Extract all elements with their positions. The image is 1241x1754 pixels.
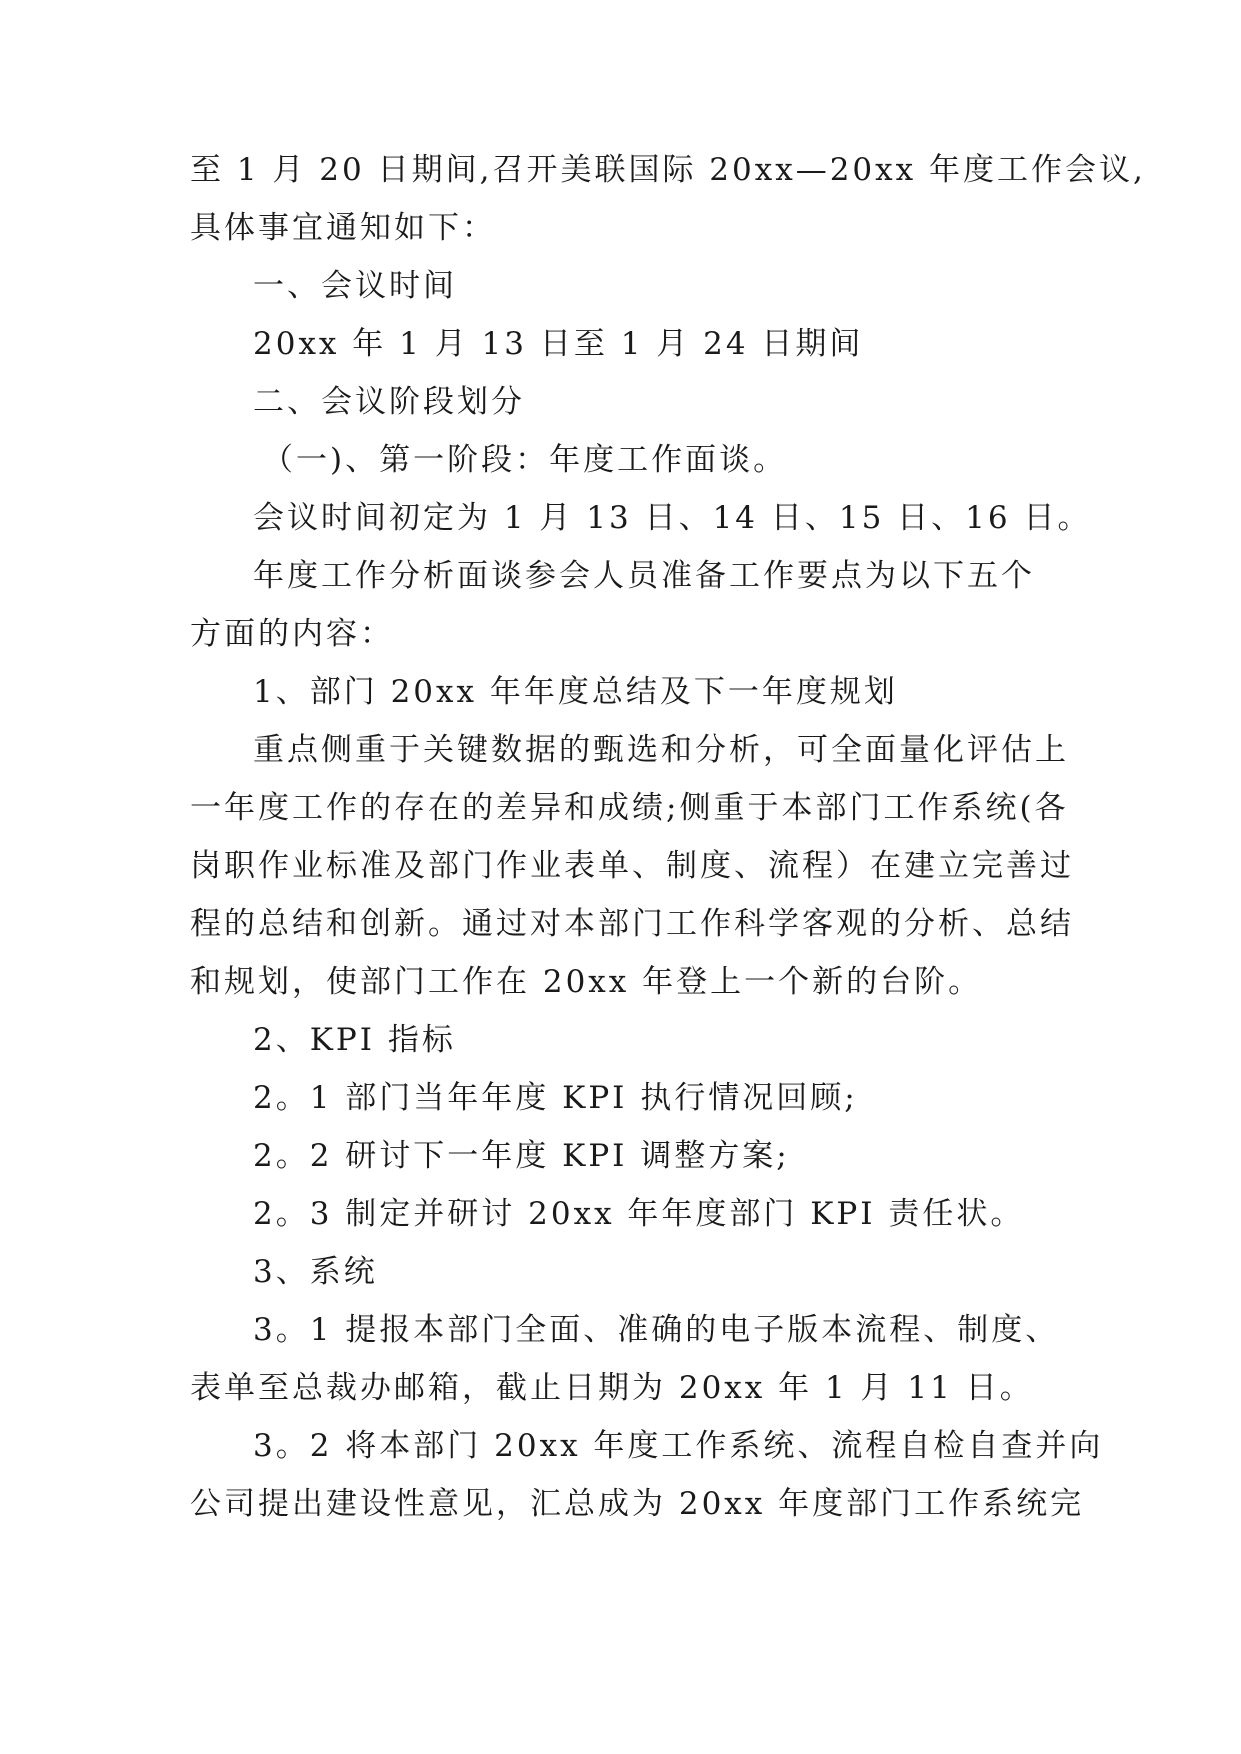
list-item-heading: 2、KPI 指标: [253, 1022, 456, 1058]
body-text-line: 和规划，使部门工作在 20xx 年登上一个新的台阶。: [190, 964, 983, 1000]
list-item: 2。1 部门当年年度 KPI 执行情况回顾;: [253, 1080, 858, 1116]
body-text-line: 年度工作分析面谈参会人员准备工作要点为以下五个: [253, 558, 1035, 594]
body-text-line: 会议时间初定为 1 月 13 日、14 日、15 日、16 日。: [253, 500, 1092, 536]
body-text-line: 方面的内容：: [190, 616, 394, 652]
body-text-line: 公司提出建设性意见，汇总成为 20xx 年度部门工作系统完: [190, 1486, 1085, 1522]
list-item: 3。1 提报本部门全面、准确的电子版本流程、制度、: [253, 1312, 1060, 1348]
list-item: 2。3 制定并研讨 20xx 年年度部门 KPI 责任状。: [253, 1196, 1025, 1232]
body-text-line: 程的总结和创新。通过对本部门工作科学客观的分析、总结: [190, 906, 1074, 942]
body-text-line: 一年度工作的存在的差异和成绩;侧重于本部门工作系统(各: [190, 790, 1069, 826]
section-heading: 二、会议阶段划分: [253, 384, 525, 420]
list-item-heading: 3、系统: [253, 1254, 378, 1290]
list-item: 2。2 研讨下一年度 KPI 调整方案;: [253, 1138, 790, 1174]
body-text-line: 岗职作业标准及部门作业表单、制度、流程）在建立完善过: [190, 848, 1074, 884]
body-text-line: 20xx 年 1 月 13 日至 1 月 24 日期间: [253, 326, 864, 362]
list-item-heading: 1、部门 20xx 年年度总结及下一年度规划: [253, 674, 898, 710]
body-text-line: 重点侧重于关键数据的甄选和分析，可全面量化评估上: [253, 732, 1069, 768]
body-text-line: 具体事宜通知如下：: [190, 210, 496, 246]
body-text-line: 至 1 月 20 日期间,召开美联国际 20xx—20xx 年度工作会议,: [190, 152, 1146, 188]
subsection-heading: （一)、第一阶段：年度工作面谈。: [262, 442, 788, 478]
list-item: 3。2 将本部门 20xx 年度工作系统、流程自检自查并向: [253, 1428, 1104, 1464]
body-text-line: 表单至总裁办邮箱，截止日期为 20xx 年 1 月 11 日。: [190, 1370, 1034, 1406]
section-heading: 一、会议时间: [253, 268, 457, 304]
